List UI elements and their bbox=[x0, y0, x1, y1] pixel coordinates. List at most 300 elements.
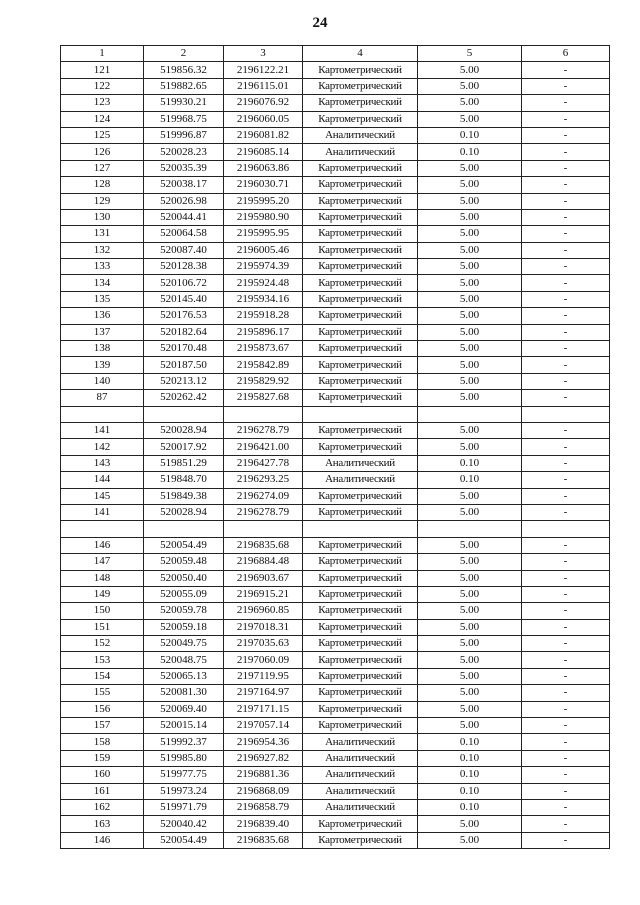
note-cell: - bbox=[522, 537, 610, 553]
method-cell: Картометрический bbox=[303, 652, 418, 668]
note-cell: - bbox=[522, 504, 610, 520]
method-cell: Картометрический bbox=[303, 685, 418, 701]
accuracy-cell: 5.00 bbox=[418, 160, 522, 176]
point-number-cell: 138 bbox=[61, 341, 144, 357]
method-cell: Картометрический bbox=[303, 701, 418, 717]
method-cell: Картометрический bbox=[303, 193, 418, 209]
note-cell: - bbox=[522, 668, 610, 684]
table-row bbox=[61, 701, 610, 717]
y-coordinate-cell: 2196005.46 bbox=[224, 242, 303, 258]
accuracy-cell: 5.00 bbox=[418, 242, 522, 258]
x-coordinate-cell: 519977.75 bbox=[144, 767, 224, 783]
table-row bbox=[61, 373, 610, 389]
method-cell: Картометрический bbox=[303, 422, 418, 438]
method-cell: Аналитический bbox=[303, 767, 418, 783]
table-row bbox=[61, 193, 610, 209]
point-number-cell: 155 bbox=[61, 685, 144, 701]
note-cell: - bbox=[522, 390, 610, 406]
accuracy-cell: 5.00 bbox=[418, 209, 522, 225]
method-cell: Картометрический bbox=[303, 586, 418, 602]
accuracy-cell: 5.00 bbox=[418, 701, 522, 717]
accuracy-cell bbox=[418, 406, 522, 422]
x-coordinate-cell: 520059.78 bbox=[144, 603, 224, 619]
accuracy-cell: 5.00 bbox=[418, 78, 522, 94]
table-row bbox=[61, 636, 610, 652]
y-coordinate-cell: 2196085.14 bbox=[224, 144, 303, 160]
table-row bbox=[61, 95, 610, 111]
x-coordinate-cell: 520145.40 bbox=[144, 291, 224, 307]
y-coordinate-cell: 2197057.14 bbox=[224, 718, 303, 734]
point-number-cell: 123 bbox=[61, 95, 144, 111]
point-number-cell: 151 bbox=[61, 619, 144, 635]
table-row bbox=[61, 734, 610, 750]
y-coordinate-cell: 2195918.28 bbox=[224, 308, 303, 324]
table-row bbox=[61, 718, 610, 734]
x-coordinate-cell: 520044.41 bbox=[144, 209, 224, 225]
table-row bbox=[61, 783, 610, 799]
x-coordinate-cell: 520170.48 bbox=[144, 341, 224, 357]
note-cell: - bbox=[522, 636, 610, 652]
accuracy-cell: 5.00 bbox=[418, 275, 522, 291]
table-row bbox=[61, 111, 610, 127]
note-cell bbox=[522, 521, 610, 537]
x-coordinate-cell: 520065.13 bbox=[144, 668, 224, 684]
x-coordinate-cell: 520038.17 bbox=[144, 177, 224, 193]
method-cell: Картометрический bbox=[303, 619, 418, 635]
y-coordinate-cell: 2196915.21 bbox=[224, 586, 303, 602]
point-number-cell: 152 bbox=[61, 636, 144, 652]
x-coordinate-cell: 520128.38 bbox=[144, 259, 224, 275]
y-coordinate-cell: 2195995.20 bbox=[224, 193, 303, 209]
note-cell: - bbox=[522, 570, 610, 586]
point-number-cell: 149 bbox=[61, 586, 144, 602]
table-row bbox=[61, 78, 610, 94]
point-number-cell: 142 bbox=[61, 439, 144, 455]
x-coordinate-cell: 519973.24 bbox=[144, 783, 224, 799]
method-cell: Картометрический bbox=[303, 570, 418, 586]
note-cell: - bbox=[522, 127, 610, 143]
accuracy-cell: 5.00 bbox=[418, 95, 522, 111]
note-cell: - bbox=[522, 111, 610, 127]
table-body bbox=[61, 62, 610, 849]
method-cell: Картометрический bbox=[303, 668, 418, 684]
x-coordinate-cell: 519968.75 bbox=[144, 111, 224, 127]
table-row bbox=[61, 406, 610, 422]
accuracy-cell: 5.00 bbox=[418, 636, 522, 652]
note-cell: - bbox=[522, 832, 610, 848]
table-row bbox=[61, 685, 610, 701]
y-coordinate-cell: 2195980.90 bbox=[224, 209, 303, 225]
method-cell: Картометрический bbox=[303, 160, 418, 176]
y-coordinate-cell: 2196030.71 bbox=[224, 177, 303, 193]
accuracy-cell: 5.00 bbox=[418, 324, 522, 340]
y-coordinate-cell: 2195827.68 bbox=[224, 390, 303, 406]
y-coordinate-cell: 2197119.95 bbox=[224, 668, 303, 684]
accuracy-cell: 5.00 bbox=[418, 390, 522, 406]
y-coordinate-cell: 2196868.09 bbox=[224, 783, 303, 799]
x-coordinate-cell: 520176.53 bbox=[144, 308, 224, 324]
point-number-cell: 150 bbox=[61, 603, 144, 619]
x-coordinate-cell: 520059.48 bbox=[144, 554, 224, 570]
accuracy-cell: 5.00 bbox=[418, 619, 522, 635]
y-coordinate-cell: 2196076.92 bbox=[224, 95, 303, 111]
y-coordinate-cell: 2195842.89 bbox=[224, 357, 303, 373]
y-coordinate-cell: 2196858.79 bbox=[224, 799, 303, 815]
table-row bbox=[61, 439, 610, 455]
x-coordinate-cell: 519851.29 bbox=[144, 455, 224, 471]
table-row bbox=[61, 455, 610, 471]
x-coordinate-cell: 520050.40 bbox=[144, 570, 224, 586]
column-header: 5 bbox=[418, 46, 522, 62]
accuracy-cell: 5.00 bbox=[418, 554, 522, 570]
method-cell bbox=[303, 406, 418, 422]
y-coordinate-cell: 2195974.39 bbox=[224, 259, 303, 275]
x-coordinate-cell: 520262.42 bbox=[144, 390, 224, 406]
point-number-cell: 163 bbox=[61, 816, 144, 832]
y-coordinate-cell: 2196927.82 bbox=[224, 750, 303, 766]
accuracy-cell: 5.00 bbox=[418, 259, 522, 275]
column-header: 3 bbox=[224, 46, 303, 62]
table-row bbox=[61, 259, 610, 275]
note-cell: - bbox=[522, 373, 610, 389]
y-coordinate-cell: 2196293.25 bbox=[224, 472, 303, 488]
point-number-cell: 141 bbox=[61, 504, 144, 520]
point-number-cell: 143 bbox=[61, 455, 144, 471]
y-coordinate-cell: 2195896.17 bbox=[224, 324, 303, 340]
point-number-cell: 160 bbox=[61, 767, 144, 783]
x-coordinate-cell: 520064.58 bbox=[144, 226, 224, 242]
accuracy-cell: 5.00 bbox=[418, 341, 522, 357]
y-coordinate-cell: 2196278.79 bbox=[224, 504, 303, 520]
method-cell: Картометрический bbox=[303, 504, 418, 520]
point-number-cell: 157 bbox=[61, 718, 144, 734]
method-cell: Картометрический bbox=[303, 357, 418, 373]
y-coordinate-cell: 2196903.67 bbox=[224, 570, 303, 586]
note-cell: - bbox=[522, 324, 610, 340]
x-coordinate-cell: 520055.09 bbox=[144, 586, 224, 602]
table-row bbox=[61, 750, 610, 766]
x-coordinate-cell: 520028.23 bbox=[144, 144, 224, 160]
y-coordinate-cell: 2196835.68 bbox=[224, 832, 303, 848]
point-number-cell: 125 bbox=[61, 127, 144, 143]
table-row bbox=[61, 799, 610, 815]
table-row bbox=[61, 652, 610, 668]
method-cell: Картометрический bbox=[303, 390, 418, 406]
y-coordinate-cell: 2196274.09 bbox=[224, 488, 303, 504]
table-row bbox=[61, 127, 610, 143]
note-cell bbox=[522, 406, 610, 422]
note-cell: - bbox=[522, 734, 610, 750]
y-coordinate-cell: 2196427.78 bbox=[224, 455, 303, 471]
point-number-cell: 127 bbox=[61, 160, 144, 176]
table-row bbox=[61, 390, 610, 406]
accuracy-cell: 5.00 bbox=[418, 832, 522, 848]
accuracy-cell: 5.00 bbox=[418, 603, 522, 619]
note-cell: - bbox=[522, 226, 610, 242]
table-row bbox=[61, 832, 610, 848]
accuracy-cell: 5.00 bbox=[418, 177, 522, 193]
table-row bbox=[61, 537, 610, 553]
table-row bbox=[61, 816, 610, 832]
x-coordinate-cell: 520017.92 bbox=[144, 439, 224, 455]
table-row bbox=[61, 177, 610, 193]
y-coordinate-cell: 2196954.36 bbox=[224, 734, 303, 750]
page-number: 24 bbox=[312, 15, 328, 31]
y-coordinate-cell: 2196839.40 bbox=[224, 816, 303, 832]
point-number-cell: 126 bbox=[61, 144, 144, 160]
note-cell: - bbox=[522, 767, 610, 783]
point-number-cell: 145 bbox=[61, 488, 144, 504]
accuracy-cell: 5.00 bbox=[418, 111, 522, 127]
point-number-cell: 156 bbox=[61, 701, 144, 717]
note-cell: - bbox=[522, 685, 610, 701]
column-header: 6 bbox=[522, 46, 610, 62]
accuracy-cell: 5.00 bbox=[418, 537, 522, 553]
note-cell: - bbox=[522, 62, 610, 78]
point-number-cell: 146 bbox=[61, 832, 144, 848]
accuracy-cell: 5.00 bbox=[418, 439, 522, 455]
table-row bbox=[61, 209, 610, 225]
accuracy-cell bbox=[418, 521, 522, 537]
y-coordinate-cell: 2196960.85 bbox=[224, 603, 303, 619]
accuracy-cell: 5.00 bbox=[418, 668, 522, 684]
x-coordinate-cell: 520035.39 bbox=[144, 160, 224, 176]
note-cell: - bbox=[522, 291, 610, 307]
point-number-cell bbox=[61, 521, 144, 537]
x-coordinate-cell: 520040.42 bbox=[144, 816, 224, 832]
x-coordinate-cell: 519856.32 bbox=[144, 62, 224, 78]
table-row bbox=[61, 619, 610, 635]
method-cell: Картометрический bbox=[303, 95, 418, 111]
table-row bbox=[61, 554, 610, 570]
column-header: 2 bbox=[144, 46, 224, 62]
point-number-cell: 158 bbox=[61, 734, 144, 750]
accuracy-cell: 5.00 bbox=[418, 685, 522, 701]
note-cell: - bbox=[522, 750, 610, 766]
y-coordinate-cell: 2196063.86 bbox=[224, 160, 303, 176]
note-cell: - bbox=[522, 357, 610, 373]
accuracy-cell: 5.00 bbox=[418, 193, 522, 209]
note-cell: - bbox=[522, 799, 610, 815]
y-coordinate-cell: 2196881.36 bbox=[224, 767, 303, 783]
x-coordinate-cell: 520087.40 bbox=[144, 242, 224, 258]
method-cell: Картометрический bbox=[303, 275, 418, 291]
y-coordinate-cell: 2196421.00 bbox=[224, 439, 303, 455]
method-cell: Аналитический bbox=[303, 455, 418, 471]
point-number-cell: 87 bbox=[61, 390, 144, 406]
note-cell: - bbox=[522, 439, 610, 455]
point-number-cell: 132 bbox=[61, 242, 144, 258]
method-cell: Картометрический bbox=[303, 718, 418, 734]
y-coordinate-cell: 2196115.01 bbox=[224, 78, 303, 94]
method-cell: Картометрический bbox=[303, 62, 418, 78]
table-row bbox=[61, 62, 610, 78]
method-cell: Картометрический bbox=[303, 259, 418, 275]
x-coordinate-cell: 520059.18 bbox=[144, 619, 224, 635]
y-coordinate-cell: 2197060.09 bbox=[224, 652, 303, 668]
method-cell: Картометрический bbox=[303, 111, 418, 127]
accuracy-cell: 5.00 bbox=[418, 652, 522, 668]
table-row bbox=[61, 357, 610, 373]
accuracy-cell: 5.00 bbox=[418, 504, 522, 520]
table-row bbox=[61, 570, 610, 586]
accuracy-cell: 5.00 bbox=[418, 62, 522, 78]
method-cell: Аналитический bbox=[303, 750, 418, 766]
point-number-cell: 154 bbox=[61, 668, 144, 684]
point-number-cell: 129 bbox=[61, 193, 144, 209]
method-cell: Картометрический bbox=[303, 537, 418, 553]
point-number-cell: 128 bbox=[61, 177, 144, 193]
note-cell: - bbox=[522, 341, 610, 357]
accuracy-cell: 0.10 bbox=[418, 799, 522, 815]
point-number-cell: 136 bbox=[61, 308, 144, 324]
x-coordinate-cell bbox=[144, 406, 224, 422]
method-cell: Аналитический bbox=[303, 783, 418, 799]
y-coordinate-cell: 2195995.95 bbox=[224, 226, 303, 242]
point-number-cell bbox=[61, 406, 144, 422]
x-coordinate-cell: 519992.37 bbox=[144, 734, 224, 750]
method-cell: Картометрический bbox=[303, 242, 418, 258]
accuracy-cell: 5.00 bbox=[418, 586, 522, 602]
accuracy-cell: 5.00 bbox=[418, 373, 522, 389]
method-cell: Картометрический bbox=[303, 341, 418, 357]
y-coordinate-cell: 2197171.15 bbox=[224, 701, 303, 717]
x-coordinate-cell: 519930.21 bbox=[144, 95, 224, 111]
method-cell: Картометрический bbox=[303, 291, 418, 307]
table-row bbox=[61, 160, 610, 176]
method-cell: Картометрический bbox=[303, 209, 418, 225]
note-cell: - bbox=[522, 209, 610, 225]
note-cell: - bbox=[522, 816, 610, 832]
y-coordinate-cell: 2196122.21 bbox=[224, 62, 303, 78]
x-coordinate-cell: 520054.49 bbox=[144, 832, 224, 848]
x-coordinate-cell: 519971.79 bbox=[144, 799, 224, 815]
point-number-cell: 161 bbox=[61, 783, 144, 799]
point-number-cell: 134 bbox=[61, 275, 144, 291]
x-coordinate-cell: 520081.30 bbox=[144, 685, 224, 701]
table-row bbox=[61, 144, 610, 160]
point-number-cell: 135 bbox=[61, 291, 144, 307]
method-cell: Аналитический bbox=[303, 144, 418, 160]
point-number-cell: 121 bbox=[61, 62, 144, 78]
table-row bbox=[61, 308, 610, 324]
y-coordinate-cell: 2197164.97 bbox=[224, 685, 303, 701]
method-cell: Аналитический bbox=[303, 799, 418, 815]
note-cell: - bbox=[522, 701, 610, 717]
x-coordinate-cell: 520048.75 bbox=[144, 652, 224, 668]
y-coordinate-cell: 2195829.92 bbox=[224, 373, 303, 389]
note-cell: - bbox=[522, 242, 610, 258]
x-coordinate-cell: 520028.94 bbox=[144, 504, 224, 520]
method-cell: Картометрический bbox=[303, 816, 418, 832]
method-cell: Картометрический bbox=[303, 488, 418, 504]
note-cell: - bbox=[522, 603, 610, 619]
point-number-cell: 153 bbox=[61, 652, 144, 668]
note-cell: - bbox=[522, 259, 610, 275]
note-cell: - bbox=[522, 422, 610, 438]
y-coordinate-cell: 2196884.48 bbox=[224, 554, 303, 570]
y-coordinate-cell: 2196081.82 bbox=[224, 127, 303, 143]
table-row bbox=[61, 488, 610, 504]
x-coordinate-cell: 519849.38 bbox=[144, 488, 224, 504]
accuracy-cell: 0.10 bbox=[418, 472, 522, 488]
point-number-cell: 146 bbox=[61, 537, 144, 553]
y-coordinate-cell: 2195924.48 bbox=[224, 275, 303, 291]
table-row bbox=[61, 341, 610, 357]
accuracy-cell: 5.00 bbox=[418, 308, 522, 324]
note-cell: - bbox=[522, 275, 610, 291]
x-coordinate-cell: 519985.80 bbox=[144, 750, 224, 766]
note-cell: - bbox=[522, 586, 610, 602]
method-cell bbox=[303, 521, 418, 537]
note-cell: - bbox=[522, 95, 610, 111]
note-cell: - bbox=[522, 472, 610, 488]
x-coordinate-cell: 520028.94 bbox=[144, 422, 224, 438]
table-row bbox=[61, 226, 610, 242]
table-row bbox=[61, 472, 610, 488]
method-cell: Картометрический bbox=[303, 832, 418, 848]
note-cell: - bbox=[522, 783, 610, 799]
method-cell: Картометрический bbox=[303, 308, 418, 324]
point-number-cell: 133 bbox=[61, 259, 144, 275]
x-coordinate-cell: 520187.50 bbox=[144, 357, 224, 373]
note-cell: - bbox=[522, 619, 610, 635]
point-number-cell: 139 bbox=[61, 357, 144, 373]
method-cell: Картометрический bbox=[303, 554, 418, 570]
table-row bbox=[61, 242, 610, 258]
method-cell: Картометрический bbox=[303, 324, 418, 340]
x-coordinate-cell bbox=[144, 521, 224, 537]
x-coordinate-cell: 520015.14 bbox=[144, 718, 224, 734]
point-number-cell: 140 bbox=[61, 373, 144, 389]
accuracy-cell: 5.00 bbox=[418, 291, 522, 307]
accuracy-cell: 0.10 bbox=[418, 127, 522, 143]
table-row bbox=[61, 324, 610, 340]
point-number-cell: 144 bbox=[61, 472, 144, 488]
y-coordinate-cell: 2197018.31 bbox=[224, 619, 303, 635]
column-header: 1 bbox=[61, 46, 144, 62]
y-coordinate-cell: 2195934.16 bbox=[224, 291, 303, 307]
note-cell: - bbox=[522, 78, 610, 94]
note-cell: - bbox=[522, 652, 610, 668]
point-number-cell: 159 bbox=[61, 750, 144, 766]
method-cell: Картометрический bbox=[303, 603, 418, 619]
accuracy-cell: 5.00 bbox=[418, 226, 522, 242]
accuracy-cell: 5.00 bbox=[418, 488, 522, 504]
accuracy-cell: 0.10 bbox=[418, 734, 522, 750]
y-coordinate-cell bbox=[224, 521, 303, 537]
point-number-cell: 141 bbox=[61, 422, 144, 438]
method-cell: Картометрический bbox=[303, 177, 418, 193]
table-row bbox=[61, 422, 610, 438]
accuracy-cell: 5.00 bbox=[418, 422, 522, 438]
method-cell: Картометрический bbox=[303, 636, 418, 652]
x-coordinate-cell: 519848.70 bbox=[144, 472, 224, 488]
note-cell: - bbox=[522, 144, 610, 160]
column-header: 4 bbox=[303, 46, 418, 62]
y-coordinate-cell: 2197035.63 bbox=[224, 636, 303, 652]
method-cell: Аналитический bbox=[303, 127, 418, 143]
point-number-cell: 137 bbox=[61, 324, 144, 340]
note-cell: - bbox=[522, 488, 610, 504]
x-coordinate-cell: 519996.87 bbox=[144, 127, 224, 143]
method-cell: Аналитический bbox=[303, 472, 418, 488]
accuracy-cell: 0.10 bbox=[418, 455, 522, 471]
x-coordinate-cell: 519882.65 bbox=[144, 78, 224, 94]
x-coordinate-cell: 520213.12 bbox=[144, 373, 224, 389]
accuracy-cell: 5.00 bbox=[418, 570, 522, 586]
table-row bbox=[61, 603, 610, 619]
